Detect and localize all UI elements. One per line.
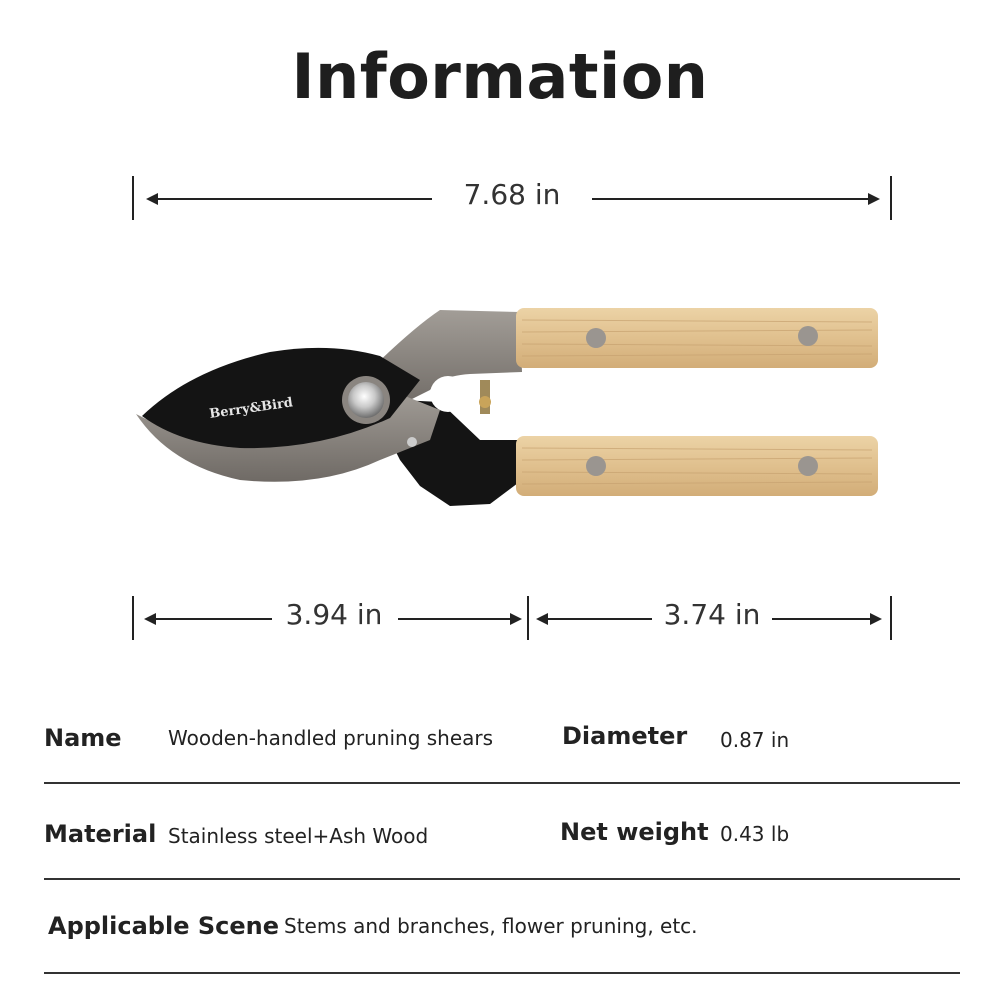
upper-handle xyxy=(516,308,878,368)
divider xyxy=(44,972,960,974)
lower-handle xyxy=(516,436,878,496)
net-weight-label: Net weight xyxy=(560,818,709,846)
spec-row-name xyxy=(44,688,960,784)
diameter-label: Diameter xyxy=(562,722,688,750)
arrow-right-icon xyxy=(870,613,882,625)
blade-length-dimension xyxy=(132,596,532,642)
name-value: Wooden-handled pruning shears xyxy=(168,726,494,750)
brand-logo: Berry&Bird xyxy=(208,395,294,422)
dimension-line xyxy=(398,618,510,620)
material-label: Material xyxy=(44,820,157,848)
total-length-label: 7.68 in xyxy=(463,178,561,211)
dimension-line xyxy=(546,618,652,620)
net-weight-value: 0.43 lb xyxy=(720,822,790,846)
page-title: Information xyxy=(291,40,709,113)
scene-label: Applicable Scene xyxy=(48,912,279,940)
dimension-tick-left xyxy=(132,176,134,220)
dimension-line xyxy=(154,618,272,620)
dimension-tick-right xyxy=(890,176,892,220)
diameter-value: 0.87 in xyxy=(720,728,790,752)
spec-row-scene xyxy=(44,878,960,974)
arrow-right-icon xyxy=(868,193,880,205)
dimension-tick-left xyxy=(132,596,134,640)
spec-row-material xyxy=(44,784,960,880)
name-label: Name xyxy=(44,724,122,752)
handle-length-label: 3.74 in xyxy=(663,598,761,631)
scene-value: Stems and branches, flower pruning, etc. xyxy=(284,914,698,938)
arrow-right-icon xyxy=(510,613,522,625)
blade-length-label: 3.94 in xyxy=(285,598,383,631)
dimension-tick-right xyxy=(890,596,892,640)
dimension-line xyxy=(592,198,868,200)
dimension-line xyxy=(156,198,432,200)
material-value: Stainless steel+Ash Wood xyxy=(168,824,429,848)
dimension-line xyxy=(772,618,870,620)
pruning-shears-image xyxy=(130,290,890,530)
handle-length-dimension xyxy=(528,596,892,642)
total-length-dimension xyxy=(132,176,892,222)
